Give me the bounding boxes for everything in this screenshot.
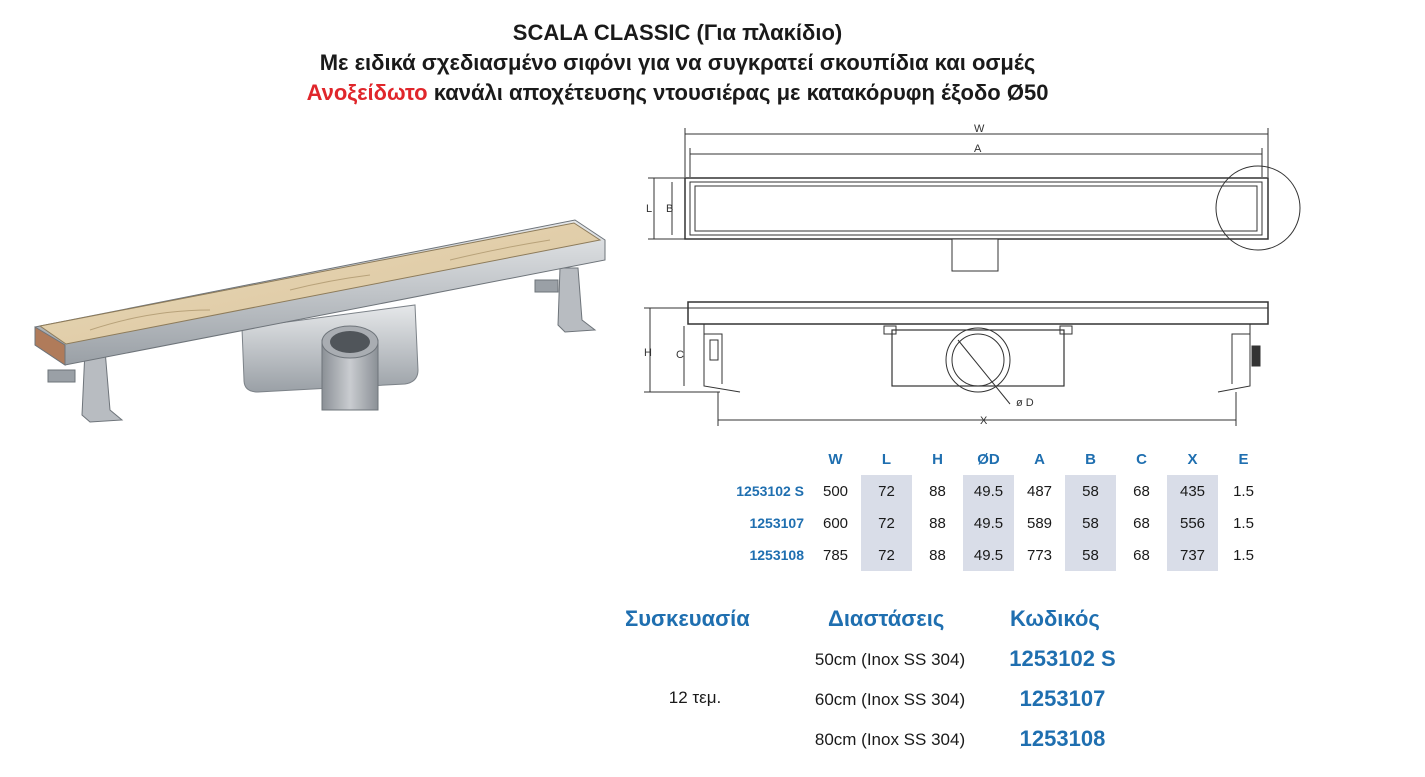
spec-cell: 737 [1167, 539, 1218, 571]
spec-table [720, 443, 1269, 571]
spec-row-code: 1253102 S [736, 483, 804, 499]
code-header: Κωδικός [1010, 606, 1100, 631]
product-description [0, 78, 1355, 108]
spec-header: ØD [977, 450, 1000, 468]
spec-cell: 72 [861, 539, 912, 571]
spec-cell: 58 [1065, 539, 1116, 571]
spec-cell: 773 [1026, 546, 1053, 564]
technical-drawing-side-view [640, 296, 1320, 436]
spec-cell: 600 [822, 514, 849, 532]
title-block [0, 18, 1355, 108]
spec-header-code [720, 443, 810, 475]
dimension-value: 50cm (Inox SS 304) [814, 650, 966, 669]
dim-label-c: C [676, 349, 684, 361]
spec-row-code: 1253108 [749, 547, 804, 563]
spec-cell: 58 [1065, 507, 1116, 539]
spec-row-code: 1253107 [749, 515, 804, 531]
spec-header: C [1136, 450, 1147, 468]
spec-cell: 487 [1026, 482, 1053, 500]
spec-cell: 58 [1065, 475, 1116, 507]
spec-header: B [1085, 450, 1096, 468]
spec-cell: 589 [1026, 514, 1053, 532]
spec-header: H [932, 450, 943, 468]
product-title: SCALA CLASSIC (Για πλακίδιο) [512, 20, 843, 45]
spec-cell: 556 [1167, 507, 1218, 539]
dim-label-a: A [974, 143, 982, 155]
spec-cell: 88 [929, 546, 946, 564]
spec-cell: 1.5 [1233, 546, 1254, 564]
spec-header: X [1187, 450, 1198, 468]
dimensions-header: Διαστάσεις [828, 606, 945, 631]
dim-label-l: L [646, 203, 653, 215]
dim-label-od: ø D [1016, 397, 1034, 409]
spec-cell: 49.5 [963, 507, 1014, 539]
product-code: 1253107 [1019, 686, 1106, 711]
spec-cell: 1.5 [1233, 514, 1254, 532]
product-subtitle: Με ειδικά σχεδιασμένο σιφόνι για να συγκρατεί σκουπίδια και οσμές [319, 50, 1036, 75]
spec-cell: 72 [861, 507, 912, 539]
dim-label-w: W [974, 123, 985, 135]
product-code: 1253108 [1019, 726, 1106, 751]
dimension-value: 60cm (Inox SS 304) [814, 690, 966, 709]
spec-cell: 435 [1167, 475, 1218, 507]
table-row [720, 507, 1269, 539]
technical-drawing-top-view [640, 122, 1320, 282]
stainless-label: Ανοξείδωτο [306, 80, 428, 105]
table-row [720, 539, 1269, 571]
spec-cell: 68 [1133, 546, 1150, 564]
product-code: 1253102 S [1009, 646, 1116, 671]
spec-cell: 500 [822, 482, 849, 500]
spec-cell: 68 [1133, 482, 1150, 500]
spec-header: A [1034, 450, 1045, 468]
product-photo [30, 210, 610, 440]
spec-cell: 1.5 [1233, 482, 1254, 500]
spec-cell: 88 [929, 482, 946, 500]
spec-cell: 72 [861, 475, 912, 507]
packaging-header: Συσκευασία [625, 606, 750, 631]
dimension-value: 80cm (Inox SS 304) [814, 730, 966, 749]
spec-cell: 68 [1133, 514, 1150, 532]
dim-label-b: B [666, 203, 674, 215]
spec-header: E [1238, 450, 1249, 468]
table-row [720, 475, 1269, 507]
spec-header: W [828, 450, 843, 468]
dim-label-h: H [644, 347, 652, 359]
spec-cell: 49.5 [963, 475, 1014, 507]
spec-cell: 88 [929, 514, 946, 532]
spec-header: L [881, 450, 892, 468]
dim-label-x: X [980, 415, 988, 427]
spec-cell: 49.5 [963, 539, 1014, 571]
spec-cell: 785 [822, 546, 849, 564]
spec-header-row [720, 443, 1269, 475]
packaging-quantity: 12 τεμ. [668, 688, 722, 707]
description-rest: κανάλι αποχέτευσης ντουσιέρας με κατακόρυφη έξοδο Ø50 [427, 80, 1049, 105]
